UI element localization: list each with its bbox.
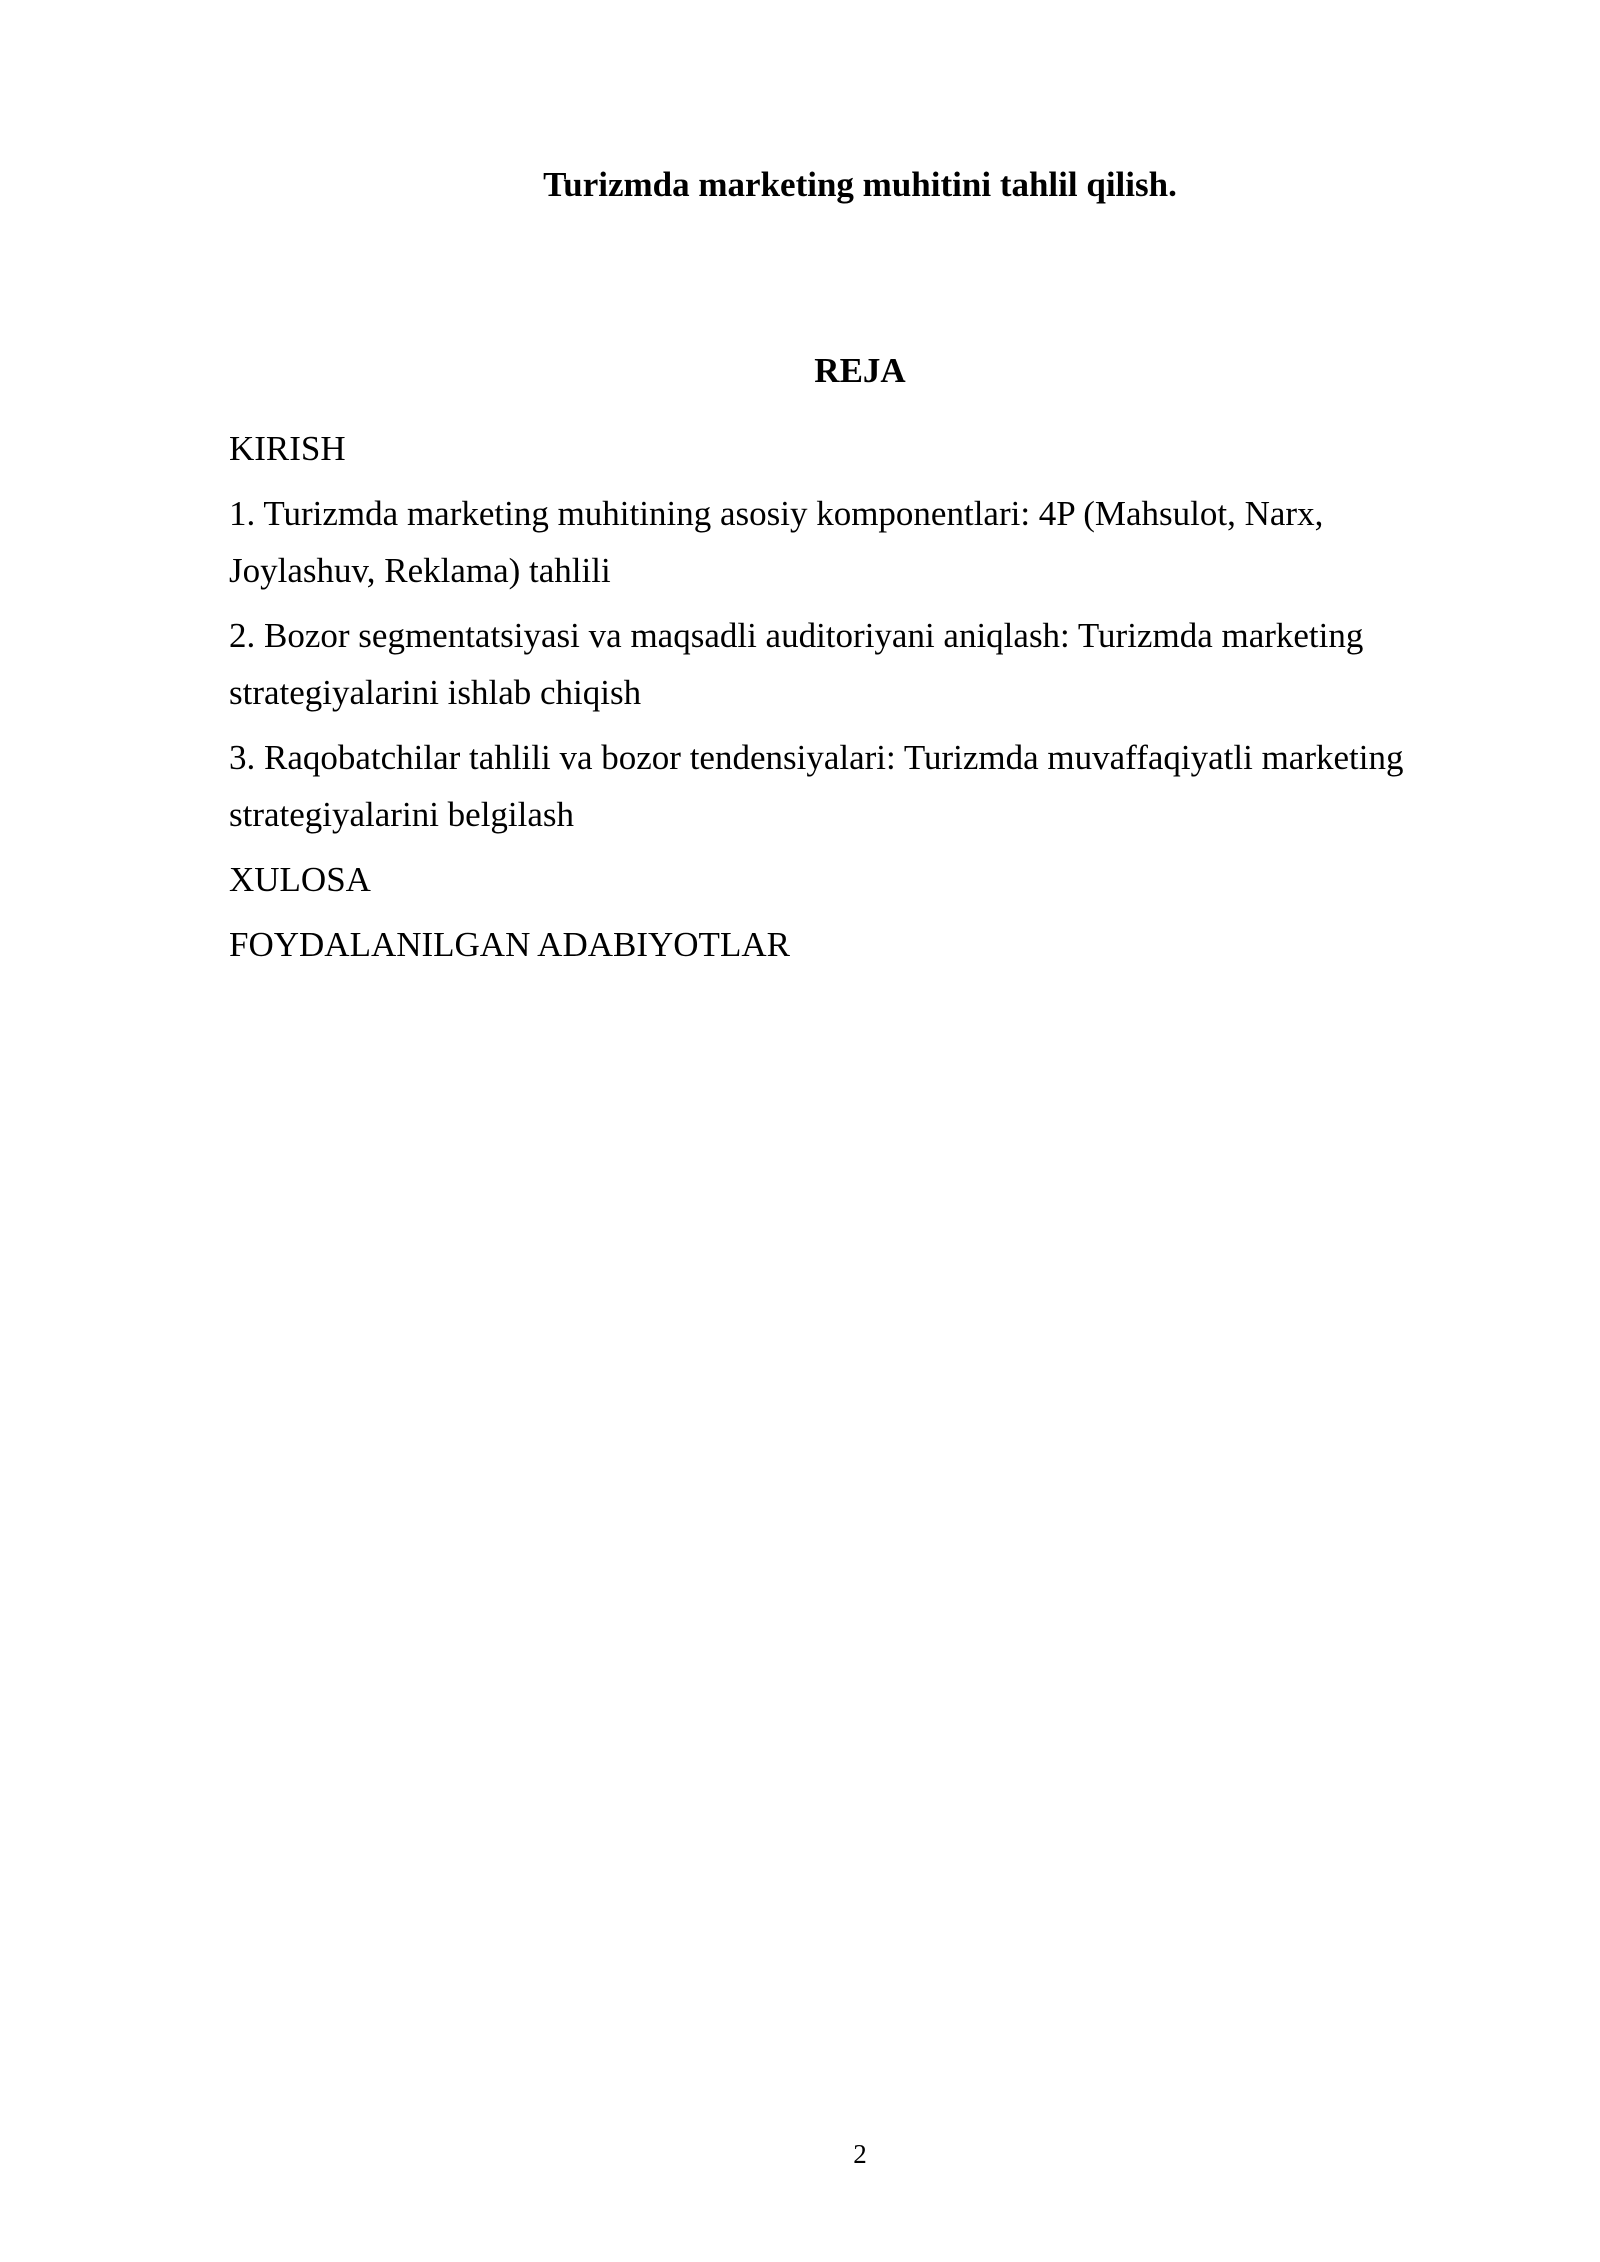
plan-heading: REJA bbox=[814, 351, 906, 390]
plan-item-references: FOYDALANILGAN ADABIYOTLAR bbox=[229, 925, 790, 964]
plan-list bbox=[229, 420, 1469, 981]
plan-item-1: 1. Turizmda marketing muhitining asosiy komponentlari: 4P (Mahsulot, Narx, Joylashuv, Reklama) tahlili bbox=[229, 494, 1324, 590]
document-title: Turizmda marketing muhitini tahlil qilish. bbox=[543, 165, 1177, 204]
page-number: 2 bbox=[853, 2139, 867, 2169]
plan-item-conclusion: XULOSA bbox=[229, 860, 371, 899]
plan-item-introduction: KIRISH bbox=[229, 429, 346, 468]
plan-item-2: 2. Bozor segmentatsiyasi va maqsadli auditoriyani aniqlash: Turizmda marketing strategiyalarini ishlab chiqish bbox=[229, 616, 1364, 712]
plan-item-3: 3. Raqobatchilar tahlili va bozor tendensiyalari: Turizmda muvaffaqiyatli marketing strategiyalarini belgilash bbox=[229, 738, 1404, 834]
